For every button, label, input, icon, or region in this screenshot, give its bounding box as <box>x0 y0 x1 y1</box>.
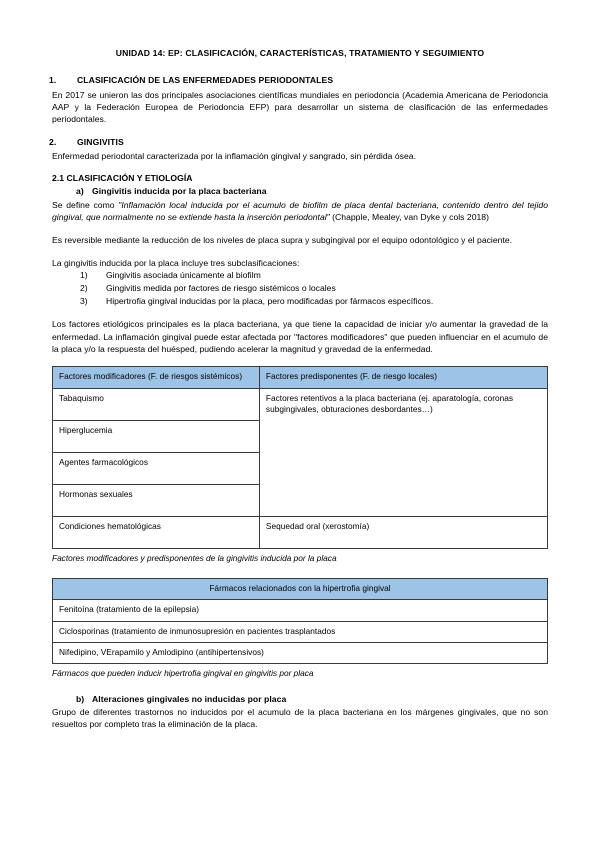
column-header-modificadores: Factores modificadores (F. de riesgos sistémicos) <box>53 367 260 388</box>
subsection-b-paragraph: Grupo de diferentes trastornos no inducidos por el acumulo de la placa bacteriana en los márgenes gingivales, que no son resueltos por completo tras la eliminación de la placa. <box>52 707 548 730</box>
table-row <box>53 600 548 621</box>
list-intro-paragraph: La gingivitis inducida por la placa incluye tres subclasificaciones: <box>52 258 300 269</box>
farmacos-table-caption: Fármacos que pueden inducir hipertrofia gingival en gingivitis por placa <box>52 668 314 679</box>
subsection-title-a: Gingivitis inducida por la placa bacteriana <box>92 185 267 196</box>
table-header-row <box>53 367 548 388</box>
list-item-label: Gingivitis medida por factores de riesgo sistémicos o locales <box>106 283 336 294</box>
subsection-heading-b <box>52 694 548 706</box>
definition-paragraph <box>52 199 548 223</box>
factores-table <box>52 366 548 548</box>
cell-ciclosporinas: Ciclosporinas (tratamiento de inmunosupresión en pacientes trasplantados <box>53 621 548 642</box>
factores-table-wrap <box>52 366 548 548</box>
table-row <box>53 643 548 664</box>
section-number-1: 1. <box>49 75 57 86</box>
column-header-predisponentes: Factores predisponentes (F. de riesgo locales) <box>259 367 547 388</box>
subclassification-list <box>52 269 548 307</box>
section-heading-1 <box>49 75 548 87</box>
cell-agentes-farmacologicos: Agentes farmacológicos <box>53 452 260 484</box>
list-item-label: Gingivitis asociada únicamente al biofilm <box>106 270 261 281</box>
cell-hormonas-sexuales: Hormonas sexuales <box>53 484 260 516</box>
cell-condiciones-hematologicas: Condiciones hematológicas <box>53 516 260 548</box>
section-title-2: GINGIVITIS <box>77 136 124 147</box>
table-header-row <box>53 578 548 599</box>
subsection-letter-b: b) <box>76 693 85 704</box>
section-heading-2-1: 2.1 CLASIFICACIÓN Y ETIOLOGÍA <box>52 173 193 184</box>
farmacos-table-wrap <box>52 578 548 665</box>
subsection-letter-a: a) <box>76 185 84 196</box>
cell-sequedad-oral: Sequedad oral (xerostomía) <box>259 516 547 548</box>
page-title: UNIDAD 14: EP: CLASIFICACIÓN, CARACTERÍSTICAS, TRATAMIENTO Y SEGUIMIENTO <box>115 48 485 58</box>
list-item-label: Hipertrofia gingival inducidas por la placa, pero modificadas por fármacos específicos. <box>106 295 434 306</box>
list-marker: 2) <box>80 283 88 294</box>
factores-table-caption: Factores modificadores y predisponentes de la gingivitis inducida por la placa <box>52 552 337 563</box>
farmacos-table <box>52 578 548 665</box>
subsection-title-b: Alteraciones gingivales no inducidas por placa <box>92 693 287 704</box>
section-number-2: 2. <box>49 136 57 147</box>
cell-nifedipino: Nifedipino, VErapamilo y Amlodipino (antihipertensivos) <box>53 643 548 664</box>
section-heading-2 <box>49 136 548 149</box>
cell-fenitoina: Fenitoína (tratamiento de la epilepsia) <box>53 600 548 621</box>
list-marker: 1) <box>80 270 88 281</box>
table-row <box>53 388 548 420</box>
cell-tabaquismo: Tabaquismo <box>53 388 260 420</box>
table-row <box>53 516 548 548</box>
list-item <box>80 282 548 295</box>
list-marker: 3) <box>80 295 88 306</box>
list-item <box>80 295 548 308</box>
cell-factores-retentivos: Factores retentivos a la placa bacteriana (ej. aparatología, coronas subgingivales, obturaciones desbordantes…) <box>259 388 547 516</box>
etiology-paragraph: Los factores etiológicos principales es la placa bacteriana, ya que tiene la capacidad de iniciar y/o aumentar la gravedad de la enfermedad. La inflamación gingival puede estar afectada por "factores modificadores" que pueden influenciar en el acumulo de la placa y/o la respuesta del huésped, pudiendo acelerar la magnitud y gravedad de la enfermedad. <box>52 319 548 354</box>
subsection-heading-a <box>52 186 548 198</box>
cell-hiperglucemia: Hiperglucemia <box>53 420 260 452</box>
definition-lead: Se define como <box>52 199 119 210</box>
reversible-paragraph: Es reversible mediante la reducción de los niveles de placa supra y subgingival por el equipo odontológico y el paciente. <box>52 234 513 245</box>
list-item <box>80 269 548 282</box>
column-header-farmacos: Fármacos relacionados con la hipertrofia gingival <box>53 578 548 599</box>
table-row <box>53 621 548 642</box>
section-title-1: CLASIFICACIÓN DE LAS ENFERMEDADES PERIODONTALES <box>77 75 334 86</box>
definition-citation: (Chapple, Mealey, van Dyke y cols 2018) <box>329 211 489 222</box>
section-1-paragraph: En 2017 se unieron las dos principales asociaciones científicas mundiales en periodoncia (Academia Americana de Periodoncia AAP y la Federación Europea de Periodoncia EFP) para desarrollar un sistema de clasificación de las enfermedades periodontales. <box>52 89 548 125</box>
definition-quote: "Inflamación local inducida por el acumulo de biofilm de placa dental bacteriana, contenido dentro del tejido gingival, que normalmente no se extiende hasta la inserción periodontal" <box>52 199 548 222</box>
section-2-paragraph: Enfermedad periodontal caracterizada por la inflamación gingival y sangrado, sin pérdida ósea. <box>52 151 416 162</box>
